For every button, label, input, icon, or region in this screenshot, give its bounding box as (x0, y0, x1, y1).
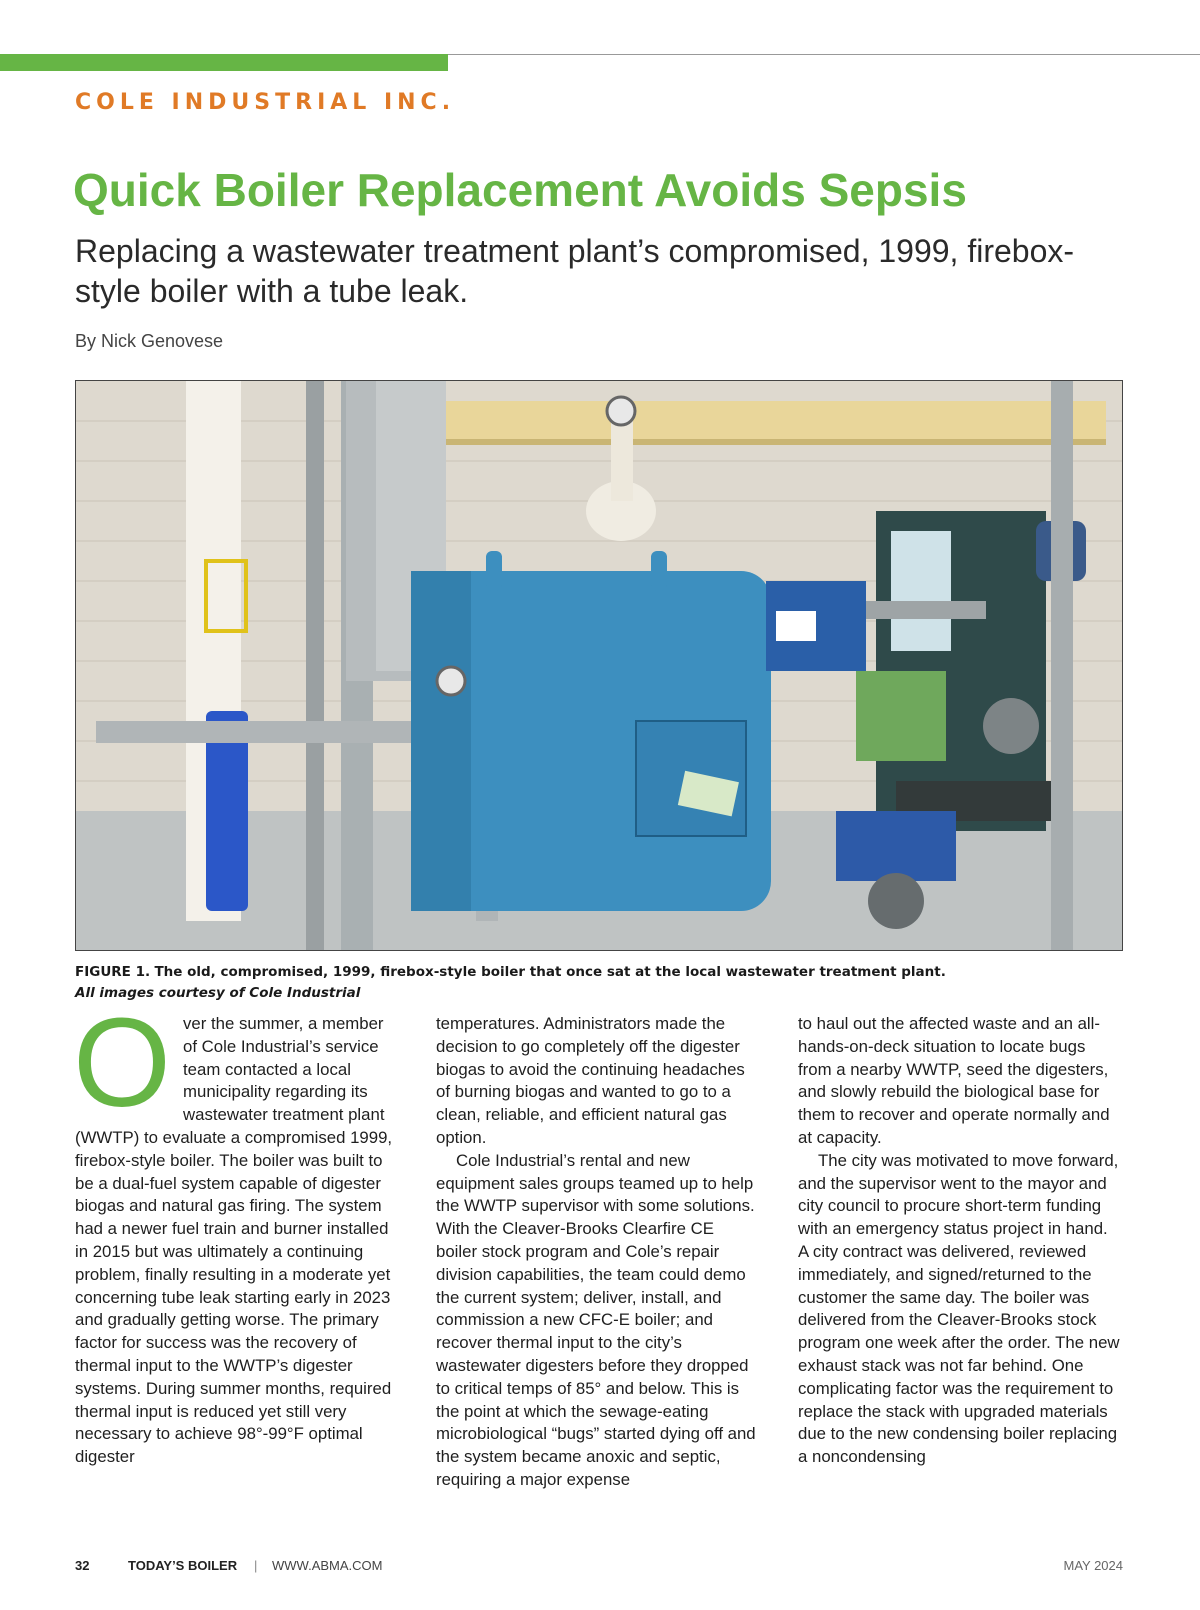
article-title: Quick Boiler Replacement Avoids Sepsis (73, 164, 967, 216)
col3-paragraph-2: The city was motivated to move forward, and the supervisor went to the mayor and city council to procure short-term funding with an emergency status project in hand. A city contract was delivered, reviewed immediately, and signed/returned to the customer the same day. The boiler was delivered from the Cleaver-Brooks stock program one week after the order. The new exhaust stack was not far behind. One complicating factor was the requirement to replace the stack with upgraded materials due to the new condensing boiler replacing a noncondensing (798, 1150, 1120, 1467)
footer-url[interactable]: WWW.ABMA.COM (272, 1558, 383, 1573)
article-dek: Replacing a wastewater treatment plant’s compromised, 1999, firebox-style boiler with a tube leak. (75, 233, 1075, 309)
page-number: 32 (75, 1558, 90, 1573)
issue-date: MAY 2024 (1063, 1558, 1123, 1573)
section-kicker: COLE INDUSTRIAL INC. (75, 90, 456, 115)
body-column-3 (798, 1013, 1120, 1469)
boiler-photo (75, 380, 1123, 951)
figure-caption (75, 962, 1135, 1004)
footer-separator: | (254, 1558, 258, 1573)
byline: By Nick Genovese (75, 331, 224, 351)
figure-credit: All images courtesy of Cole Industrial (75, 985, 361, 1001)
col2-paragraph-1: temperatures. Administrators made the decision to go completely off the digester biogas to avoid the continuing headaches of burning biogas and wanted to go to a clean, reliable, and efficient natural gas option. (436, 1014, 745, 1147)
col1-paragraph-1: ver the summer, a member of Cole Industrial’s service team contacted a local municipality regarding its wastewater treatment plant (WWTP) to evaluate a compromised 1999, firebox-style boiler. The boiler was built to be a dual-fuel system capable of digester biogas and natural gas firing. The system had a newer fuel train and burner installed in 2015 but was ultimately a continuing problem, finally resulting in a moderate yet concerning tube leak starting early in 2023 and gradually getting worse. The primary factor for success was the recovery of thermal input to the WWTP’s digester systems. During summer months, required thermal input is reduced yet still very necessary to achieve 98°-99°F optimal digester (75, 1014, 393, 1467)
drop-cap: O (73, 992, 172, 1133)
header-accent-bar (0, 54, 448, 71)
magazine-name: TODAY’S BOILER (128, 1558, 238, 1573)
body-column-2 (436, 1013, 758, 1492)
col3-paragraph-1: to haul out the affected waste and an all-hands-on-deck situation to locate bugs from a nearby WWTP, seed the digesters, and slowly rebuild the biological base for them to recover and operate normally and at capacity. (798, 1014, 1110, 1147)
header-rule (448, 54, 1200, 55)
figure-text: The old, compromised, 1999, firebox-style boiler that once sat at the local wastewater treatment plant. (154, 964, 946, 980)
col2-paragraph-2: Cole Industrial’s rental and new equipment sales groups teamed up to help the WWTP supervisor with some solutions. With the Cleaver-Brooks Clearfire CE boiler stock program and Cole’s repair division capabilities, the team could demo the current system; deliver, install, and commission a new CFC-E boiler; and recover thermal input to the city’s wastewater digesters before they dropped to critical temps of 85° and below. This is the point at which the sewage-eating microbiological “bugs” started dying off and the system became anoxic and septic, requiring a major expense (436, 1150, 756, 1489)
figure-label: FIGURE 1. (75, 964, 151, 980)
